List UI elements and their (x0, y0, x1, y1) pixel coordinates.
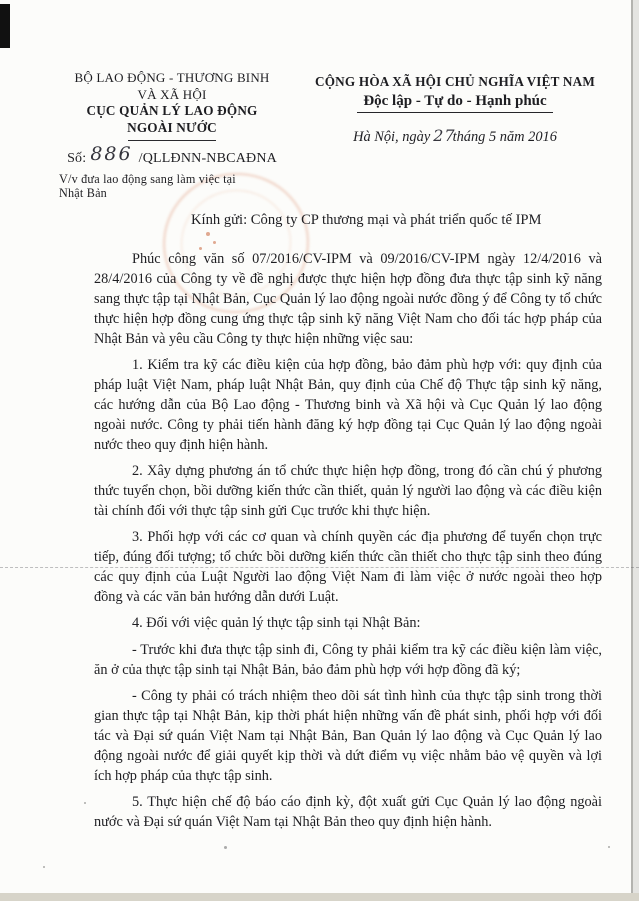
stamp-ink-dot (213, 241, 216, 244)
national-header-block (298, 74, 612, 146)
body-paragraph: 4. Đối với việc quản lý thực tập sinh tại Nhật Bản: (132, 615, 421, 632)
document-subject-line2: Nhật Bản (59, 186, 107, 200)
scan-speck (224, 846, 227, 849)
agency-name-line2: NGOÀI NƯỚC (127, 119, 217, 135)
scan-speck (608, 846, 610, 848)
body-paragraph: Phúc công văn số 07/2016/CV-IPM và 09/2016/CV-IPM ngày 12/4/2016 và 28/4/2016 của Công ty về đề nghị được thực hiện hợp đồng đưa thực tập sinh kỹ năng sang thực tập tại Nhật Bản, Cục Quản lý lao động ngoài nước đồng ý để Công ty tổ chức thực hiện hợp đồng cung ứng thực tập sinh kỹ năng Việt Nam cho đối tác hợp pháp của Nhật Bản và yêu cầu Công ty thực hiện những việc sau: (94, 251, 602, 347)
document-subject (52, 172, 292, 201)
scan-right-edge-line (631, 0, 633, 901)
agency-name-line1: CỤC QUẢN LÝ LAO ĐỘNG (86, 103, 258, 118)
body-paragraph: 3. Phối hợp với các cơ quan và chính quyền các địa phương để tuyển chọn trực tiếp, đúng đối tượng; tổ chức bồi dưỡng kiến thức cần thiết cho thực tập sinh theo đúng các quy định của Luật Người lao động Việt Nam đi làm việc ở nước ngoài theo hợp đồng và các văn bản hướng dẫn dưới Luật. (94, 529, 602, 605)
national-name: CỘNG HÒA XÃ HỘI CHỦ NGHĨA VIỆT NAM (315, 74, 595, 89)
document-number-line (52, 143, 292, 168)
issuing-agency-block (52, 70, 292, 201)
stamp-ink-dot (206, 232, 210, 236)
scan-speck (43, 866, 45, 868)
body-paragraph: 5. Thực hiện chế độ báo cáo định kỳ, đột xuất gửi Cục Quản lý lao động ngoài nước và Đại sứ quán Việt Nam tại Nhật Bản theo quy định hiện hành. (94, 794, 602, 831)
document-body (94, 250, 602, 839)
document-number-code: /QLLĐNN-NBCAĐNA (138, 151, 277, 166)
dateline-prefix: Hà Nội, ngày (353, 129, 431, 145)
body-paragraph: - Trước khi đưa thực tập sinh đi, Công ty phải kiểm tra kỹ các điều kiện làm việc, ăn ở của thực tập sinh tại Nhật Bản, bảo đảm phù hợp với hợp đồng đã ký; (94, 641, 602, 678)
scan-speck (84, 802, 86, 804)
dateline (298, 126, 612, 146)
national-motto: Độc lập - Tự do - Hạnh phúc (357, 92, 552, 113)
scan-corner-mark (0, 4, 10, 48)
salutation-line: Kính gửi: Công ty CP thương mại và phát triển quốc tế IPM (191, 212, 542, 228)
body-paragraph: - Công ty phải có trách nhiệm theo dõi sát tình hình của thực tập sinh trong thời gian thực tập tại Nhật Bản, kịp thời phát hiện những vấn đề phát sinh, phối hợp với đối tác và Đại sứ quán Việt Nam tại Nhật Bản, Ban Quản lý lao động và Cục Quản lý lao động ngoài nước để giải quyết kịp thời và dứt điểm vụ việc nhằm bảo vệ quyền và lợi ích hợp pháp của thực tập sinh. (94, 688, 602, 784)
scan-right-edge-background (633, 0, 639, 901)
dateline-suffix: tháng 5 năm 2016 (452, 129, 557, 145)
document-subject-line1: V/v đưa lao động sang làm việc tại (59, 171, 236, 186)
body-paragraph: 2. Xây dựng phương án tổ chức thực hiện hợp đồng, trong đó cần chú ý phương thức tuyển chọn, bồi dưỡng kiến thức cần thiết, quản lý người lao động và các điều kiện tài chính đối với thực tập sinh gửi Cục trước khi thực hiện. (94, 463, 602, 519)
handwritten-day: 27 (433, 126, 456, 145)
handwritten-document-number: 886 (90, 143, 133, 165)
scan-bottom-edge (0, 893, 639, 901)
document-number-label: Số: (67, 151, 87, 166)
ministry-name-line1: BỘ LAO ĐỘNG - THƯƠNG BINH (74, 70, 270, 85)
body-paragraph: 1. Kiểm tra kỹ các điều kiện của hợp đồng, bảo đảm phù hợp với: quy định của pháp luật Việt Nam, pháp luật Nhật Bản, quy định của Chế độ Thực tập sinh kỹ năng, các hướng dẫn của Bộ Lao động - Thương binh và Xã hội và Cục Quản lý lao động ngoài nước. Công ty phải tiến hành đăng ký hợp đồng tại Cục Quản lý lao động ngoài nước theo quy định hiện hành. (94, 357, 602, 453)
ministry-name-line2: VÀ XÃ HỘI (137, 86, 207, 102)
agency-underline (128, 140, 216, 141)
